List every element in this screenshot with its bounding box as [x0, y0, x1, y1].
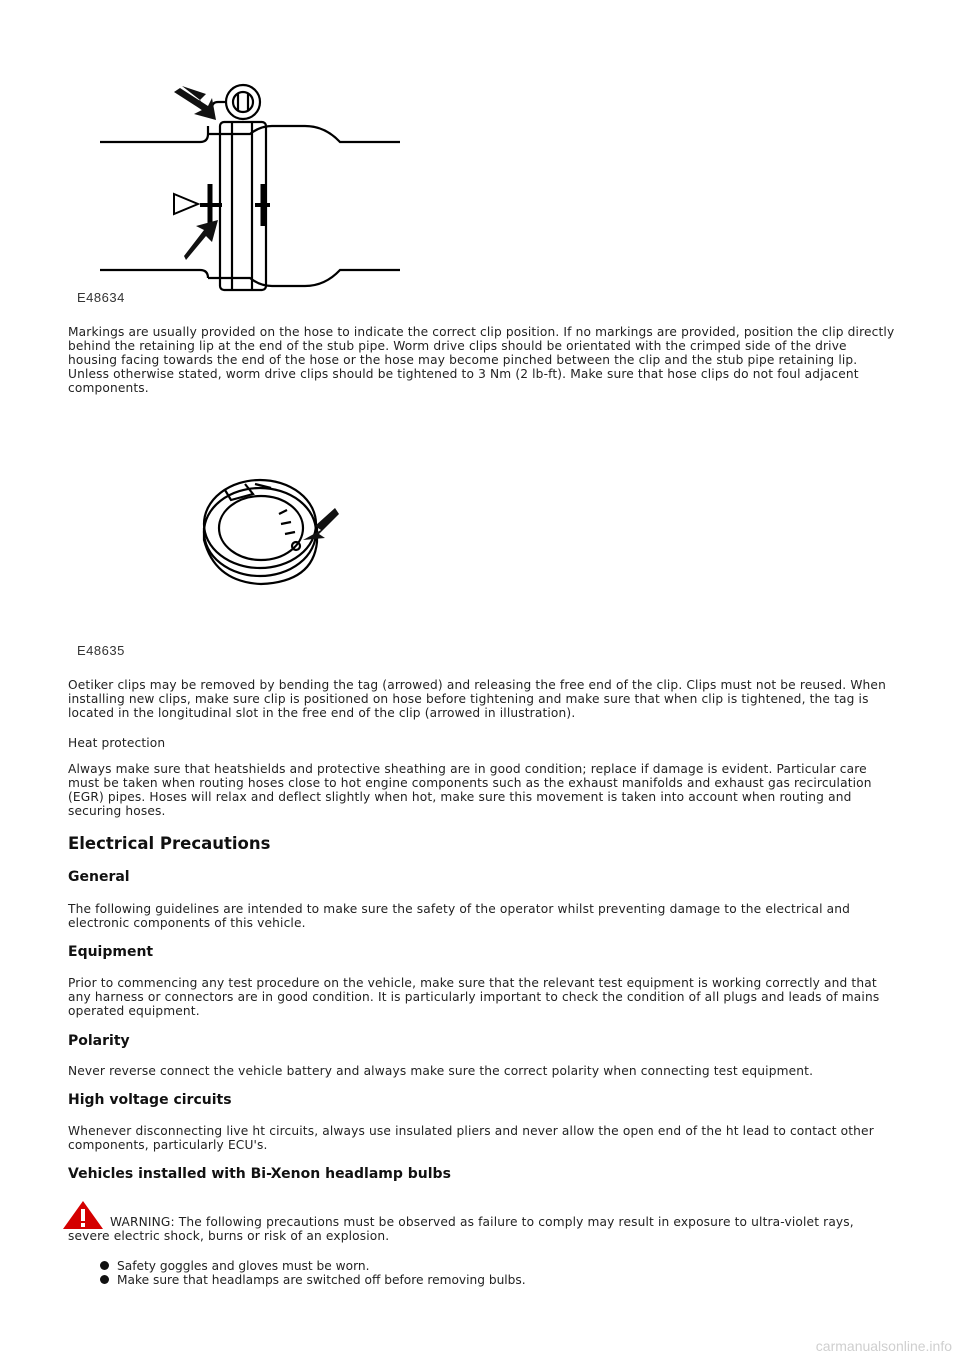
- equipment-heading: Equipment: [68, 944, 154, 960]
- warning-message: WARNING: The following precautions must be observed as failure to comply may result in exposure to ultra-violet rays, severe electric shock, burns or risk of an explosion.: [68, 1215, 854, 1243]
- hose-clips-paragraph: Markings are usually provided on the hose to indicate the correct clip position. If no markings are provided, position the clip directly behind the retaining lip at the end of the stub pipe. Worm drive clips should be orientated with the crimped side of the drive housing facing towards the end of the hose or the hose may become pinched between the clip and the stub pipe retaining lip. Unless otherwise stated, worm drive clips should be tightened to 3 Nm (2 lb-ft). Make sure that hose clips do not foul adjacent components.: [68, 325, 895, 395]
- list-item-text: Make sure that headlamps are switched off before removing bulbs.: [117, 1273, 526, 1287]
- bixenon-heading: Vehicles installed with Bi-Xenon headlamp bulbs: [68, 1166, 451, 1182]
- section-title: Electrical Precautions: [68, 834, 271, 853]
- list-item: [100, 1259, 526, 1273]
- bullet-icon: [100, 1261, 109, 1270]
- hose-clip-illustration: [100, 80, 410, 305]
- heat-protection-paragraph: Always make sure that heatshields and protective sheathing are in good condition; replace if damage is evident. Particular care must be taken when routing hoses close to hot engine components such as the exhaust manifolds and exhaust gas recirculation (EGR) pipes. Hoses will relax and deflect slightly when hot, make sure this movement is taken into account when routing and securing hoses.: [68, 762, 872, 818]
- polarity-paragraph: Never reverse connect the vehicle battery and always make sure the correct polarity when connecting test equipment.: [68, 1064, 814, 1078]
- figure-hose-clip: [100, 80, 410, 305]
- heat-protection-heading: Heat protection: [68, 736, 166, 750]
- high-voltage-heading: High voltage circuits: [68, 1092, 232, 1108]
- list-item-text: Safety goggles and gloves must be worn.: [117, 1259, 370, 1273]
- warning-text: [68, 1215, 898, 1243]
- figure-label: E48634: [77, 290, 125, 305]
- oetiker-clip-illustration: [195, 462, 345, 592]
- high-voltage-paragraph: Whenever disconnecting live ht circuits, always use insulated pliers and never allow the open end of the ht lead to contact other components, particularly ECU's.: [68, 1124, 874, 1152]
- figure-label: E48635: [77, 643, 125, 658]
- polarity-heading: Polarity: [68, 1033, 130, 1049]
- list-item: [100, 1273, 526, 1287]
- oetiker-paragraph: Oetiker clips may be removed by bending the tag (arrowed) and releasing the free end of the clip. Clips must not be reused. When installing new clips, make sure clip is positioned on hose before tightening and make sure that when clip is tightened, the tag is located in the longitudinal slot in the free end of the clip (arrowed in illustration).: [68, 678, 886, 720]
- equipment-paragraph: Prior to commencing any test procedure on the vehicle, make sure that the relevant test equipment is working correctly and that any harness or connectors are in good condition. It is particularly important to check the condition of all plugs and leads of mains operated equipment.: [68, 976, 880, 1018]
- general-heading: General: [68, 869, 130, 885]
- footer-watermark: carmanualsonline.info: [815, 1338, 952, 1354]
- precautions-list: [100, 1259, 526, 1287]
- bullet-icon: [100, 1275, 109, 1284]
- figure-oetiker-clip: [195, 462, 345, 592]
- general-paragraph: The following guidelines are intended to make sure the safety of the operator whilst preventing damage to the electrical and electronic components of this vehicle.: [68, 902, 851, 930]
